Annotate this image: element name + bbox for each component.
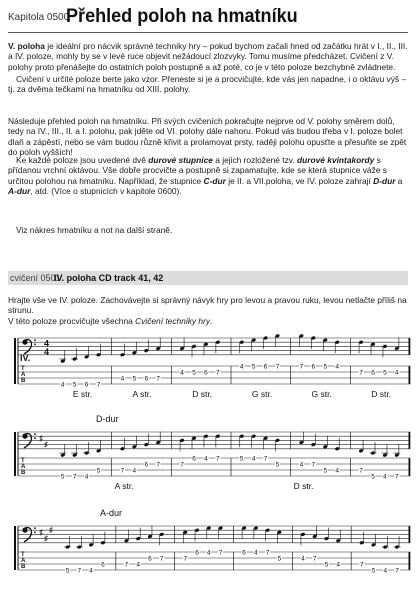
intro-paragraph-4 bbox=[8, 155, 408, 197]
key-signature-sharp: ♯ bbox=[39, 527, 43, 537]
tab-number: 4 bbox=[132, 467, 137, 475]
tab-number: 7 bbox=[359, 369, 363, 377]
final-barline bbox=[409, 432, 411, 449]
notation-system-3 bbox=[0, 506, 416, 600]
final-tab-barline bbox=[409, 366, 411, 384]
bass-clef-dot bbox=[34, 437, 36, 439]
tab-number: 4 bbox=[301, 555, 305, 563]
system-bracket bbox=[14, 432, 16, 476]
tab-number: 7 bbox=[359, 561, 364, 569]
tab-number: 7 bbox=[159, 555, 164, 563]
p4-a-dur: A-dur bbox=[8, 186, 31, 197]
p4-text-g: je II. a VII.poloha, ve IV. poloze zahrají bbox=[225, 175, 374, 186]
tab-number: 5 bbox=[192, 369, 196, 377]
bass-clef-dot bbox=[34, 527, 36, 529]
tab-number: 6 bbox=[204, 369, 208, 377]
bass-clef-dot bbox=[34, 339, 36, 341]
tab-clef-letter: A bbox=[21, 558, 26, 564]
tab-number: 7 bbox=[124, 561, 129, 569]
chapter-label: Kapitola 0500 bbox=[8, 12, 70, 23]
tab-number: 7 bbox=[263, 455, 268, 463]
tab-number: 5 bbox=[324, 561, 329, 569]
bass-clef-dot bbox=[34, 433, 36, 435]
exercise-instruction-2b: Cvičení techniky hry bbox=[135, 315, 211, 326]
tab-number: 4 bbox=[180, 369, 184, 377]
tab-number: 7 bbox=[311, 461, 316, 469]
exercise-name: IV. poloha CD track 41, 42 bbox=[54, 273, 164, 283]
page-title: Přehled poloh na hmatníku bbox=[66, 6, 298, 27]
p4-durove-stupnice: durové stupnice bbox=[148, 155, 213, 165]
tab-number: 7 bbox=[120, 467, 125, 475]
p4-d-dur: D-dur bbox=[373, 175, 396, 186]
tab-number: 4 bbox=[120, 375, 125, 383]
string-label: E str. bbox=[72, 389, 93, 399]
p4-text-e: s přídanou vrchní oktávou. Vše dobře procvičte a postupně si zapamatujte, kde se která stupnice váže s určitou polohou na hmatníku. Například, že stupnice bbox=[8, 155, 387, 186]
exercise-number: cvičení 0501 bbox=[10, 273, 61, 283]
tab-clef-letter: B bbox=[21, 564, 26, 570]
tab-number: 5 bbox=[239, 455, 244, 463]
key-signature-sharp: ♯ bbox=[49, 525, 53, 535]
tab-number: 5 bbox=[275, 461, 280, 469]
notation-system-1 bbox=[0, 322, 416, 412]
tab-number: 6 bbox=[263, 363, 268, 371]
string-label: D str. bbox=[192, 389, 213, 399]
time-signature-top: 4 bbox=[44, 338, 50, 349]
tab-number: 7 bbox=[395, 473, 399, 481]
tab-number: 5 bbox=[323, 363, 328, 371]
tab-number: 4 bbox=[206, 549, 211, 557]
tab-number: 6 bbox=[311, 363, 316, 371]
tab-number: 6 bbox=[148, 555, 152, 563]
tab-clef-letter: A bbox=[21, 372, 26, 378]
final-tab-barline bbox=[409, 458, 411, 476]
string-label: D str. bbox=[293, 481, 314, 491]
intro-paragraph-3: Následuje přehled poloh na hmatníku. Při svých cvičeních pokračujte nejprve od V. polohy směrem dolů, tedy na IV., III., II. a I. polohu, pak jděte od VI. polohy dále nahoru. Pokud vás budou třeba v I. poloze bolet dlaň a zápěstí, nebo se vám budou různě křivit a prolamovat prsty, raději polohu opusťte a přesuňte se zpět do poloh vyšších! bbox=[8, 116, 407, 158]
tab-number: 4 bbox=[204, 455, 208, 463]
scale-label: A-dur bbox=[100, 508, 123, 518]
tab-number: 4 bbox=[254, 549, 258, 557]
string-label: A str. bbox=[132, 389, 152, 399]
key-signature-sharp: ♯ bbox=[44, 440, 48, 450]
tab-number: 6 bbox=[101, 561, 105, 569]
tab-number: 4 bbox=[383, 567, 388, 575]
tab-clef-letter: T bbox=[21, 458, 25, 464]
intro-paragraph-2: Cvičení v určité poloze berte jako vzor. Přeneste si je a procvičujte, kde vás jen napadne, i o oktávu výš – tj. za dvěma tečkami na hmatníku od XIII. polohy. bbox=[8, 74, 407, 95]
tab-number: 4 bbox=[335, 467, 340, 475]
tab-number: 7 bbox=[183, 555, 188, 563]
p4-c-dur: C-dur bbox=[203, 175, 226, 186]
p4-text-a: Ke každé poloze jsou uvedené dvě bbox=[16, 155, 149, 165]
tab-number: 4 bbox=[299, 461, 304, 469]
intro-p1-text: je ideální pro nácvik správné techniky hry – pokud bychom začali hned od začátku hrát v I., II., III. a IV. poloze, mohly by se v levé ruce objevit nežádoucí zlozvyky. Tomu musíme předcházet. Cvičení z V. polohy proto přenášejte do ostatních poloh postupně a až poté, co je v této poloze bezchybně zvládnete. bbox=[8, 41, 408, 72]
tab-number: 7 bbox=[156, 461, 161, 469]
tab-number: 7 bbox=[180, 461, 184, 469]
tab-clef-letter: T bbox=[21, 552, 25, 558]
tab-number: 4 bbox=[136, 561, 141, 569]
tab-number: 7 bbox=[96, 381, 101, 389]
final-barline bbox=[409, 338, 411, 355]
tab-number: 7 bbox=[77, 567, 82, 575]
tab-number: 4 bbox=[239, 363, 244, 371]
position-label: IV. bbox=[20, 353, 31, 363]
tab-number: 4 bbox=[89, 567, 93, 575]
tab-number: 7 bbox=[312, 555, 317, 563]
tab-clef-letter: T bbox=[21, 366, 25, 372]
tab-number: 4 bbox=[60, 381, 65, 389]
tab-number: 5 bbox=[96, 467, 101, 475]
tab-number: 4 bbox=[336, 561, 341, 569]
tab-number: 5 bbox=[65, 567, 70, 575]
tab-number: 4 bbox=[251, 455, 256, 463]
tab-number: 4 bbox=[84, 473, 89, 481]
tab-number: 6 bbox=[192, 455, 196, 463]
tab-number: 7 bbox=[216, 455, 220, 463]
string-label: G str. bbox=[251, 389, 273, 399]
tab-number: 5 bbox=[277, 555, 282, 563]
tab-number: 7 bbox=[218, 549, 223, 557]
key-signature-sharp: ♯ bbox=[44, 534, 48, 544]
intro-paragraph-1 bbox=[8, 41, 408, 72]
intro-p1-lead: V. poloha bbox=[8, 41, 45, 51]
p4-durove-kvintakordy: durové kvintakordy bbox=[297, 155, 375, 165]
tab-number: 6 bbox=[144, 375, 149, 383]
tab-clef-letter: A bbox=[21, 464, 26, 470]
string-label: G str. bbox=[311, 389, 332, 399]
tab-number: 7 bbox=[275, 363, 280, 371]
tab-number: 6 bbox=[195, 549, 199, 557]
notation-system-2 bbox=[0, 414, 416, 506]
tab-number: 7 bbox=[395, 567, 399, 575]
p4-text-k: , atd. (Více o stupnicích v kapitole 0600). bbox=[30, 186, 182, 197]
tab-number: 6 bbox=[84, 381, 89, 389]
exercise-header-band bbox=[8, 271, 408, 285]
p4-text-i: a bbox=[395, 175, 403, 186]
tab-number: 5 bbox=[383, 369, 387, 377]
tab-number: 7 bbox=[156, 375, 161, 383]
key-signature-sharp: ♯ bbox=[39, 433, 43, 443]
tab-number: 6 bbox=[371, 369, 375, 377]
exercise-instruction-1: Hrajte vše ve IV. poloze. Zachovávejte si správný návyk hry pro levou a pravou ruku, levou netlačte příliš na strunu. bbox=[8, 295, 407, 316]
system-bracket bbox=[14, 526, 16, 570]
string-label: D str. bbox=[371, 389, 392, 399]
tab-number: 4 bbox=[395, 369, 399, 377]
string-label: A str. bbox=[114, 481, 134, 491]
exercise-instruction-2c: . bbox=[210, 315, 213, 326]
tab-number: 5 bbox=[132, 375, 137, 383]
p4-text-c: a jejich rozložené tzv. bbox=[212, 155, 298, 165]
tab-clef-letter: B bbox=[21, 378, 26, 384]
system-bracket bbox=[14, 338, 16, 384]
tab-number: 7 bbox=[299, 363, 304, 371]
tab-number: 6 bbox=[144, 461, 149, 469]
tab-number: 7 bbox=[359, 467, 363, 475]
tab-number: 4 bbox=[335, 363, 340, 371]
tab-number: 5 bbox=[60, 473, 65, 481]
tab-number: 5 bbox=[371, 567, 376, 575]
tab-number: 4 bbox=[383, 473, 387, 481]
tab-number: 7 bbox=[72, 473, 77, 481]
tab-number: 5 bbox=[251, 363, 256, 371]
tab-number: 6 bbox=[242, 549, 246, 557]
tab-number: 5 bbox=[323, 467, 328, 475]
tab-number: 5 bbox=[371, 473, 375, 481]
time-signature-bottom: 4 bbox=[44, 346, 50, 357]
tab-number: 7 bbox=[265, 549, 270, 557]
scale-label: D-dur bbox=[96, 414, 119, 424]
header-divider bbox=[8, 32, 408, 33]
bass-clef-dot bbox=[34, 531, 36, 533]
tab-number: 5 bbox=[72, 381, 77, 389]
intro-paragraph-5: Viz nákres hmatníku a not na další straně. bbox=[16, 225, 173, 235]
page-header bbox=[8, 6, 408, 30]
final-tab-barline bbox=[409, 552, 411, 570]
final-barline bbox=[409, 526, 411, 543]
bass-clef-dot bbox=[34, 343, 36, 345]
tab-clef-letter: B bbox=[21, 470, 26, 476]
tab-number: 7 bbox=[216, 369, 220, 377]
exercise-instruction-2a: V této poloze procvičujte všechna bbox=[8, 315, 136, 326]
